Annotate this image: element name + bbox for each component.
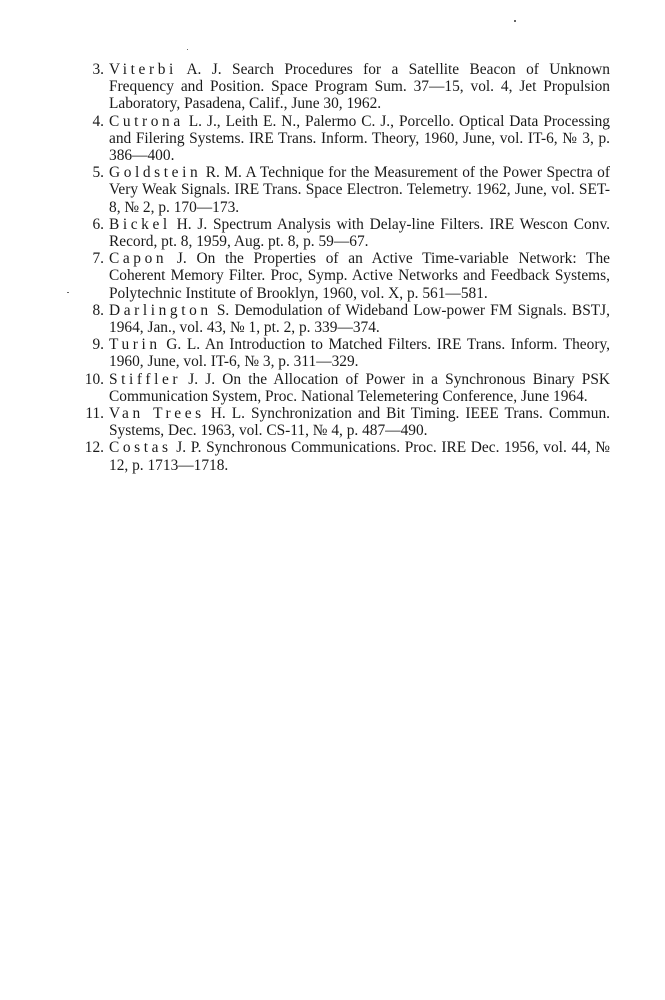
reference-number: 5. <box>92 164 104 182</box>
reference-item <box>80 405 610 439</box>
reference-number: 6. <box>92 215 104 233</box>
reference-item <box>80 439 610 473</box>
reference-author: Viterbi <box>109 61 177 78</box>
reference-list <box>80 61 610 474</box>
reference-author: Stiffler <box>109 370 182 388</box>
reference-text: R. M. A Technique for the Measurement of the Power Spectra of Very Weak Signals. IRE Trans. Space Electron. Telemetry. 1962, June, vol. SET-8, № 2, p. 170—173. <box>109 164 610 216</box>
reference-number: 4. <box>92 112 104 130</box>
scan-speck <box>67 292 69 293</box>
reference-text: G. L. An Introduction to Matched Filters. IRE Trans. Inform. Theory, 1960, June, vol. IT-6, № 3, p. 311—329. <box>109 336 610 371</box>
reference-text: J. J. On the Allocation of Power in a Synchronous Binary PSK Communication System, Proc. National Telemetering Conference, June 1964. <box>109 370 610 405</box>
reference-text: S. Demodulation of Wideband Low-power FM Signals. BSTJ, 1964, Jan., vol. 43, № 1, pt. 2, p. 339—374. <box>109 301 610 337</box>
scan-speck <box>514 20 516 22</box>
reference-author: Darlington <box>109 301 212 319</box>
reference-number: 3. <box>92 61 104 78</box>
reference-author: Van Trees <box>109 405 205 423</box>
scan-speck <box>187 49 188 50</box>
reference-item <box>80 61 610 113</box>
reference-author: Goldstein <box>109 164 202 182</box>
reference-text: H. L. Synchronization and Bit Timing. IEEE Trans. Commun. Systems, Dec. 1963, vol. CS-11, № 4, p. 487—490. <box>109 405 610 440</box>
reference-item <box>80 216 610 250</box>
reference-author: Capon <box>109 250 168 268</box>
reference-item <box>80 250 610 302</box>
reference-author: Cutrona <box>109 112 184 130</box>
reference-item <box>80 302 610 336</box>
reference-text: J. P. Synchronous Communications. Proc. IRE Dec. 1956, vol. 44, № 12, p. 1713—1718. <box>109 439 610 474</box>
reference-number: 9. <box>92 336 104 354</box>
reference-text: A. J. Search Procedures for a Satellite Beacon of Unknown Frequency and Position. Space Program Sum. 37—15, vol. 4, Jet Propulsion Laboratory, Pasadena, Calif., June 30, 1962. <box>109 61 610 113</box>
reference-item <box>80 371 610 405</box>
reference-number: 10. <box>84 370 104 388</box>
reference-number: 11. <box>85 405 104 423</box>
reference-text: H. J. Spectrum Analysis with Delay-line Filters. IRE Wescon Conv. Record, pt. 8, 1959, Aug. pt. 8, p. 59—67. <box>109 215 610 251</box>
reference-number: 7. <box>92 250 104 268</box>
reference-text: J. On the Properties of an Active Time-variable Network: The Coherent Memory Filter. Proc, Symp. Active Networks and Feedback Systems, Polytechnic Institute of Brooklyn, 1960, vol. X, p. 561—581. <box>109 250 610 302</box>
reference-item <box>80 336 610 370</box>
reference-author: Costas <box>109 439 172 457</box>
reference-author: Bickel <box>109 215 171 233</box>
reference-item <box>80 164 610 216</box>
reference-item <box>80 113 610 165</box>
reference-number: 12. <box>84 439 104 457</box>
reference-author: Turin <box>109 336 161 354</box>
reference-number: 8. <box>92 301 104 319</box>
reference-text: L. J., Leith E. N., Palermo C. J., Porcello. Optical Data Processing and Filering Systems. IRE Trans. Inform. Theory, 1960, June, vol. IT-6, № 3, p. 386—400. <box>109 112 611 165</box>
